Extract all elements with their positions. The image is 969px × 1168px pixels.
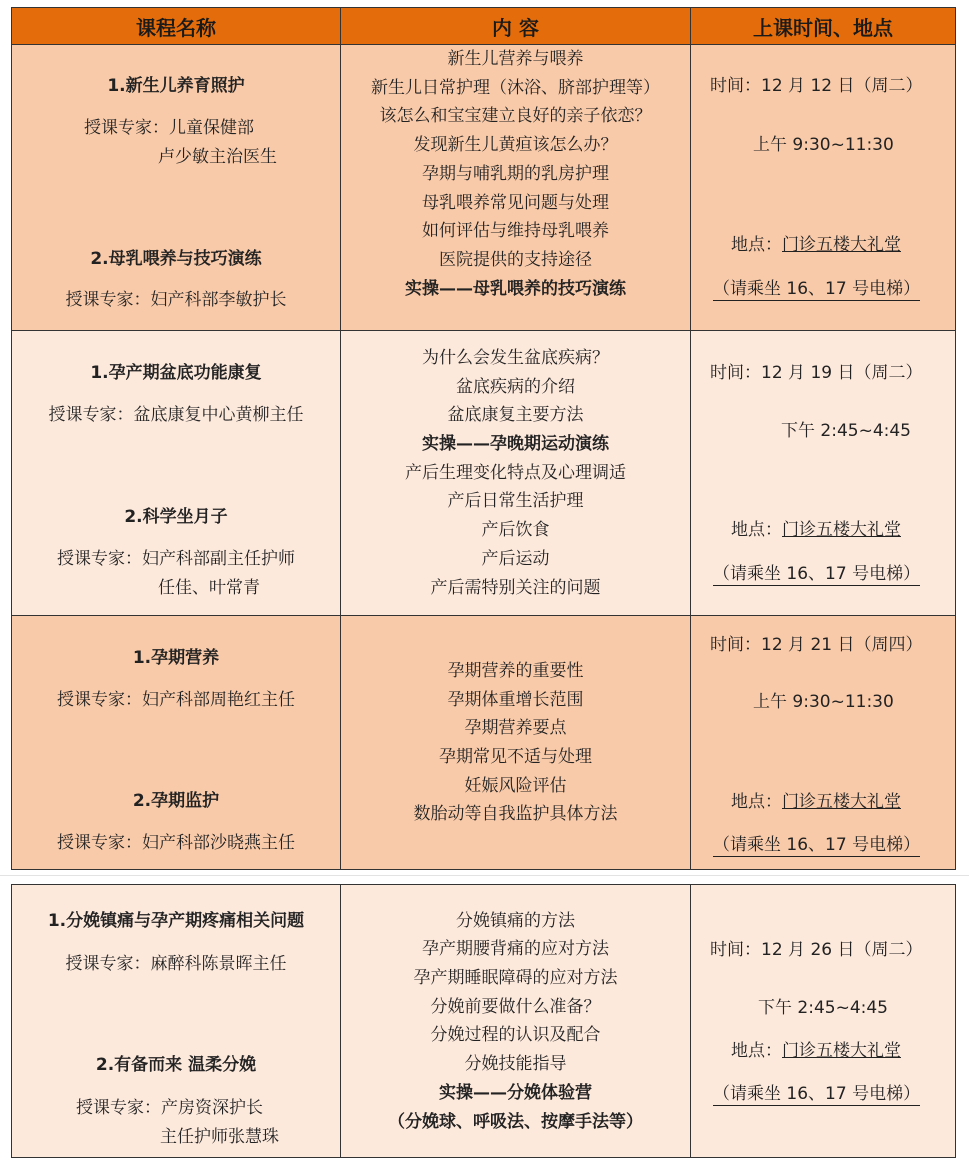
course-title: 2.有备而来 温柔分娩 bbox=[95, 1055, 257, 1075]
content-line: 数胎动等自我监护具体方法 bbox=[413, 804, 618, 824]
elevator-note: （请乘坐 16、17 号电梯） bbox=[713, 1084, 921, 1104]
course-expert: 卢少敏主治医生 bbox=[158, 147, 277, 167]
content-line: 分娩镇痛的方法 bbox=[456, 911, 575, 931]
elevator-note: （请乘坐 16、17 号电梯） bbox=[713, 564, 921, 584]
course-expert: 授课专家：麻醉科陈景晖主任 bbox=[65, 954, 287, 974]
time-place-cell bbox=[691, 616, 956, 870]
course-expert: 授课专家：妇产科部沙晓燕主任 bbox=[57, 833, 295, 853]
content-line: 孕期常见不适与处理 bbox=[439, 747, 592, 767]
place-name: 门诊五楼大礼堂 bbox=[782, 520, 901, 540]
header-course-name: 课程名称 bbox=[12, 8, 341, 45]
content-line: （分娩球、呼吸法、按摩手法等） bbox=[388, 1112, 643, 1132]
course-expert: 授课专家：产房资深护长 bbox=[76, 1098, 263, 1118]
content-line: 母乳喂养常见问题与处理 bbox=[422, 193, 609, 213]
session-place bbox=[731, 1039, 955, 1063]
session-place bbox=[731, 518, 955, 542]
session-note bbox=[713, 833, 955, 857]
content-line: 孕期与哺乳期的乳房护理 bbox=[422, 164, 609, 184]
course-title: 1.孕产期盆底功能康复 bbox=[90, 363, 262, 383]
content-line: 分娩前要做什么准备？ bbox=[430, 997, 601, 1017]
header-time-place: 上课时间、地点 bbox=[691, 8, 956, 45]
content-line: 实操——孕晚期运动演练 bbox=[422, 434, 609, 454]
content-line: 盆底康复主要方法 bbox=[447, 405, 584, 425]
session-slot: 上午 9:30~11:30 bbox=[753, 692, 894, 712]
session-note bbox=[713, 277, 955, 301]
content-line: 发现新生儿黄疸该怎么办？ bbox=[413, 135, 618, 155]
time-place-cell bbox=[691, 331, 956, 616]
content-line: 孕产期睡眠障碍的应对方法 bbox=[413, 968, 618, 988]
session-place bbox=[731, 233, 955, 257]
course-title: 2.母乳喂养与技巧演练 bbox=[90, 249, 262, 269]
course-expert: 授课专家：儿童保健部 bbox=[84, 118, 254, 138]
content-line: 产后日常生活护理 bbox=[447, 491, 584, 511]
place-label: 地点： bbox=[731, 792, 782, 812]
course-title: 1.孕期营养 bbox=[132, 648, 220, 668]
course-cell bbox=[12, 331, 341, 616]
session-row bbox=[12, 616, 956, 870]
course-expert: 任佳、叶常青 bbox=[158, 578, 260, 598]
course-expert: 授课专家：妇产科部李敏护长 bbox=[65, 290, 287, 310]
content-line: 医院提供的支持途径 bbox=[439, 250, 592, 270]
content-line: 盆底疾病的介绍 bbox=[456, 377, 575, 397]
place-name: 门诊五楼大礼堂 bbox=[782, 792, 901, 812]
time-place-cell bbox=[691, 885, 956, 1158]
place-label: 地点： bbox=[731, 1041, 782, 1061]
content-line: 实操——分娩体验营 bbox=[439, 1083, 592, 1103]
content-line: 产后运动 bbox=[481, 549, 550, 569]
elevator-note: （请乘坐 16、17 号电梯） bbox=[713, 279, 921, 299]
content-line: 为什么会发生盆底疾病？ bbox=[422, 348, 609, 368]
session-place bbox=[731, 790, 955, 814]
session-note bbox=[713, 562, 955, 586]
course-expert: 主任护师张慧珠 bbox=[160, 1127, 279, 1147]
schedule-table bbox=[11, 7, 956, 870]
content-line: 如何评估与维持母乳喂养 bbox=[422, 221, 609, 241]
course-expert: 授课专家：妇产科部周艳红主任 bbox=[57, 690, 295, 710]
content-line: 实操——母乳喂养的技巧演练 bbox=[405, 279, 626, 299]
schedule-table-continued bbox=[11, 884, 956, 1158]
session-row bbox=[12, 885, 956, 1158]
content-line: 产后生理变化特点及心理调适 bbox=[405, 463, 626, 483]
course-cell bbox=[12, 45, 341, 331]
session-time: 时间：12 月 19 日（周二） bbox=[710, 363, 923, 383]
course-cell bbox=[12, 616, 341, 870]
content-cell bbox=[341, 45, 691, 331]
session-slot: 下午 2:45~4:45 bbox=[781, 421, 911, 441]
header-content: 内 容 bbox=[341, 8, 691, 45]
session-row bbox=[12, 45, 956, 331]
course-title: 1.新生儿养育照护 bbox=[107, 76, 245, 96]
content-line: 该怎么和宝宝建立良好的亲子依恋？ bbox=[379, 106, 652, 126]
content-line: 孕期营养的重要性 bbox=[447, 661, 584, 681]
time-place-cell bbox=[691, 45, 956, 331]
content-line: 分娩过程的认识及配合 bbox=[430, 1025, 601, 1045]
course-title: 2.科学坐月子 bbox=[124, 507, 228, 527]
session-slot: 上午 9:30~11:30 bbox=[753, 135, 894, 155]
content-line: 新生儿日常护理（沐浴、脐部护理等） bbox=[371, 78, 660, 98]
session-row bbox=[12, 331, 956, 616]
course-expert: 授课专家：妇产科部副主任护师 bbox=[57, 549, 295, 569]
course-cell bbox=[12, 885, 341, 1158]
session-time: 时间：12 月 26 日（周二） bbox=[710, 940, 923, 960]
content-line: 产后饮食 bbox=[481, 520, 550, 540]
content-cell bbox=[341, 331, 691, 616]
content-line: 妊娠风险评估 bbox=[464, 776, 567, 796]
content-line: 新生儿营养与喂养 bbox=[447, 49, 584, 69]
session-time: 时间：12 月 21 日（周四） bbox=[710, 635, 923, 655]
place-label: 地点： bbox=[731, 520, 782, 540]
course-title: 2.孕期监护 bbox=[132, 791, 220, 811]
place-label: 地点： bbox=[731, 235, 782, 255]
session-time: 时间：12 月 12 日（周二） bbox=[710, 76, 923, 96]
header-row bbox=[12, 8, 956, 45]
place-name: 门诊五楼大礼堂 bbox=[782, 1041, 901, 1061]
course-title: 1.分娩镇痛与孕产期疼痛相关问题 bbox=[47, 911, 305, 931]
content-line: 孕期体重增长范围 bbox=[447, 690, 584, 710]
content-cell bbox=[341, 885, 691, 1158]
content-line: 产后需特别关注的问题 bbox=[430, 578, 601, 598]
content-line: 分娩技能指导 bbox=[464, 1054, 567, 1074]
content-line: 孕产期腰背痛的应对方法 bbox=[422, 939, 609, 959]
content-line: 孕期营养要点 bbox=[464, 718, 567, 738]
place-name: 门诊五楼大礼堂 bbox=[782, 235, 901, 255]
course-expert: 授课专家：盆底康复中心黄柳主任 bbox=[48, 405, 304, 425]
content-cell bbox=[341, 616, 691, 870]
session-slot: 下午 2:45~4:45 bbox=[758, 998, 888, 1018]
page-divider bbox=[0, 875, 969, 876]
elevator-note: （请乘坐 16、17 号电梯） bbox=[713, 835, 921, 855]
session-note bbox=[713, 1082, 955, 1106]
